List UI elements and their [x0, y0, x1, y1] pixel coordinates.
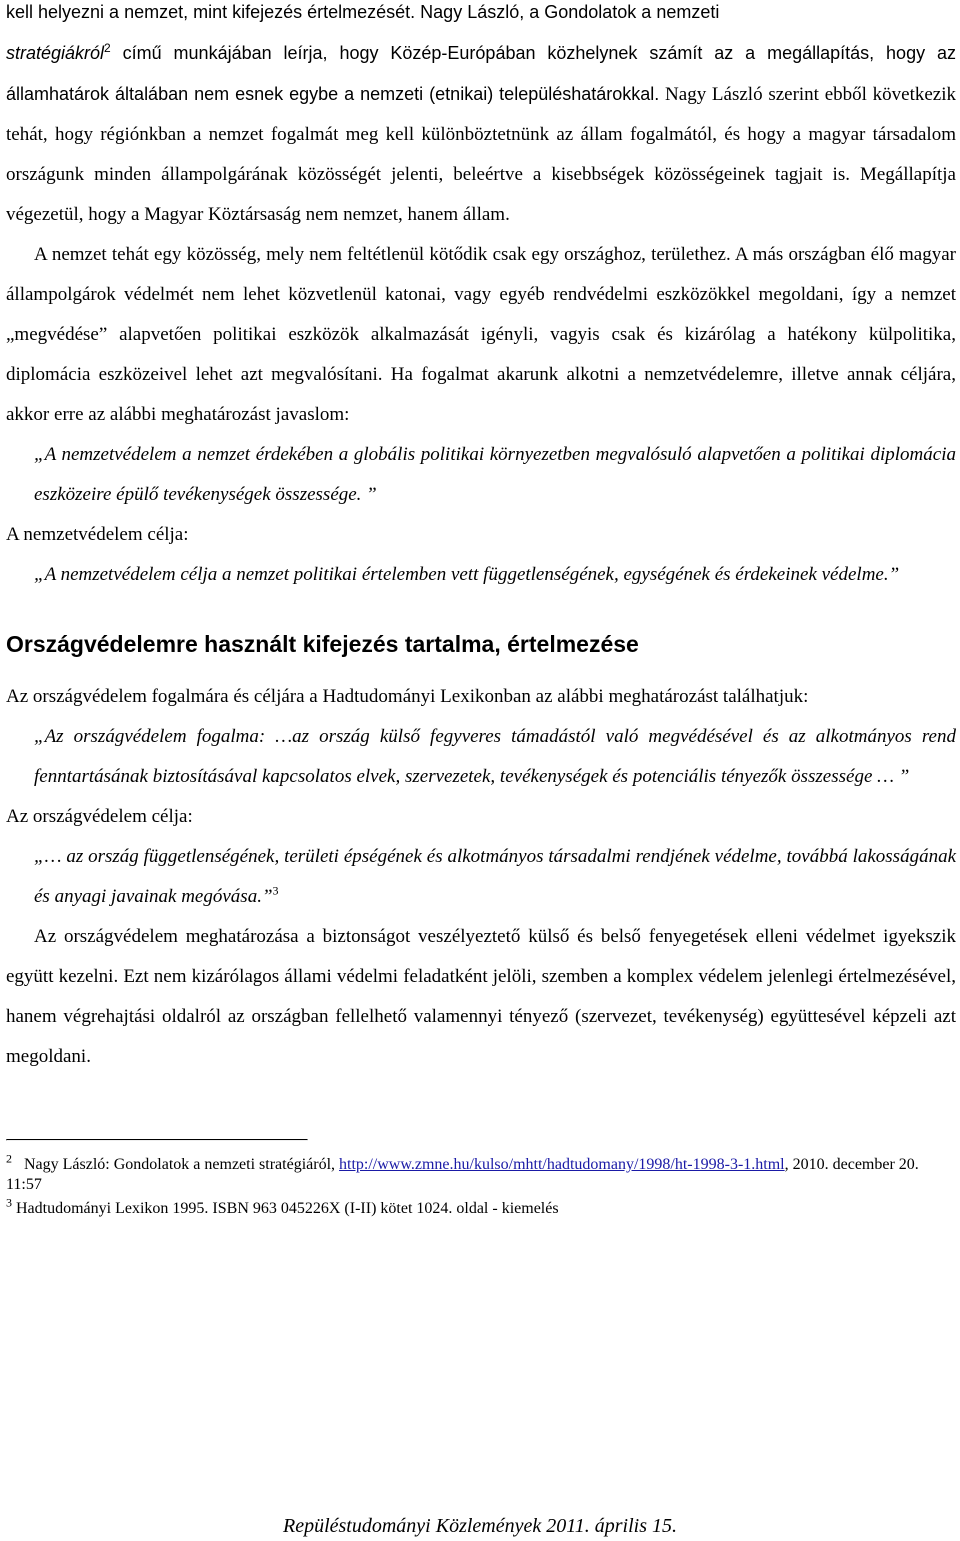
paragraph-4: Az országvédelem fogalmára és céljára a Hadtudományi Lexikonban az alábbi meghatározást találhatjuk:	[6, 686, 809, 707]
quote-nemzetvedelem-celja: „A nemzetvédelem célja a nemzet politikai értelemben vett függetlenségének, egységének és érdekeinek védelme.”	[34, 564, 900, 585]
footnote-3-number: 3	[6, 1195, 12, 1210]
paragraph-1-continuation: című munkájában leírja, hogy Közép-Európában közhelynek számít az a megállapítás, hogy az államhatárok általában nem esnek egybe a nemzeti (etnikai) településhatárokkal.	[6, 43, 956, 104]
paragraph-1-serif-part: Nagy László szerint ebből következik tehát, hogy régiónkban a nemzet fogalmát meg kell különböztetnünk az állam fogalmától, és hogy a magyar társadalom országunk minden állampolgárának közösségét jelenti, beleértve a kisebbségek közösségeinek tagjait is. Megállapítja végezetül, hogy a Magyar Köztársaság nem nemzet, hanem állam.	[6, 84, 957, 225]
footnote-2-date: , 2010. december 20. 11:57	[6, 1156, 919, 1193]
quote-orszagvedelem-fogalma: „Az országvédelem fogalma: …az ország külső fegyveres támadástól való megvédésével és az alkotmányos rend fenntartásának biztosításával kapcsolatos elvek, szervezetek, tevékenységek és potenciális tényezők összessége … ”	[34, 726, 956, 787]
footnote-2-text: Nagy László: Gondolatok a nemzeti stratégiáról,	[24, 1156, 336, 1173]
page-content	[6, 0, 956, 1219]
page-footer: Repüléstudományi Közlemények 2011. április 15.	[282, 1515, 677, 1537]
footnote-3-text: Hadtudományi Lexikon 1995. ISBN 963 045226X (I-II) kötet 1024. oldal - kiemelés	[16, 1200, 559, 1217]
footnote-2	[6, 1151, 956, 1195]
footnote-3	[6, 1195, 956, 1219]
quote-nemzetvedelem-definition: „A nemzetvédelem a nemzet érdekében a globális politikai környezetben megvalósuló alapvetően a politikai diplomácia eszközeire épülő tevékenységek összessége. ”	[34, 444, 956, 505]
paragraph-1-line-1: kell helyezni a nemzet, mint kifejezés értelmezését. Nagy László, a Gondolatok a nemzeti	[6, 2, 720, 22]
paragraph-6: Az országvédelem meghatározása a biztonságot veszélyeztető külső és belső fenyegetések elleni védelmet igyekszik együtt kezelni. Ezt nem kizárólagos állami védelmi feladatként jelöli, szemben a komplex védelem jelenlegi értelmezésével, hanem végrehajtási oldalról az országban fellelhető valamennyi tényező (szervezet, tevékenység) együttesével képzeli azt megoldani.	[6, 926, 956, 1067]
quote-4-text: „… az ország függetlenségének, területi épségének és alkotmányos társadalmi rendjének védelme, továbbá lakosságának és anyagi javainak megóvása.”	[34, 846, 956, 907]
paragraph-1	[6, 0, 956, 235]
cited-work-italic: stratégiákról	[6, 43, 105, 63]
cited-work-title	[6, 43, 111, 63]
section-heading: Országvédelemre használt kifejezés tartalma, értelmezése	[6, 631, 639, 657]
footnote-ref-2[interactable]: 2	[104, 41, 111, 55]
paragraph-nemzetvedelem-celja: A nemzetvédelem célja:	[6, 524, 189, 545]
paragraph-orszagvedelem-celja: Az országvédelem célja:	[6, 806, 193, 827]
paragraph-2: A nemzet tehát egy közösség, mely nem feltétlenül kötődik csak egy országhoz, területhez. A más országban élő magyar állampolgárok védelmét nem lehet közvetlenül katonai, vagy egyéb rendvédelmi eszközökkel megoldani, így a nemzet „megvédése” alapvetően politikai eszközök alkalmazását igényli, vagyis csak és kizárólag a hatékony külpolitika, diplomácia eszközeivel lehet azt megvalósítani. Ha fogalmat akarunk alkotni a nemzetvédelemre, illetve annak céljára, akkor erre az alábbi meghatározást javaslom:	[6, 244, 956, 425]
footnote-2-number: 2	[6, 1151, 12, 1166]
quote-orszagvedelem-celja	[34, 837, 956, 917]
footnote-ref-3[interactable]: 3	[272, 883, 279, 898]
footnote-2-link[interactable]: http://www.zmne.hu/kulso/mhtt/hadtudomany/1998/ht-1998-3-1.html	[339, 1156, 785, 1173]
